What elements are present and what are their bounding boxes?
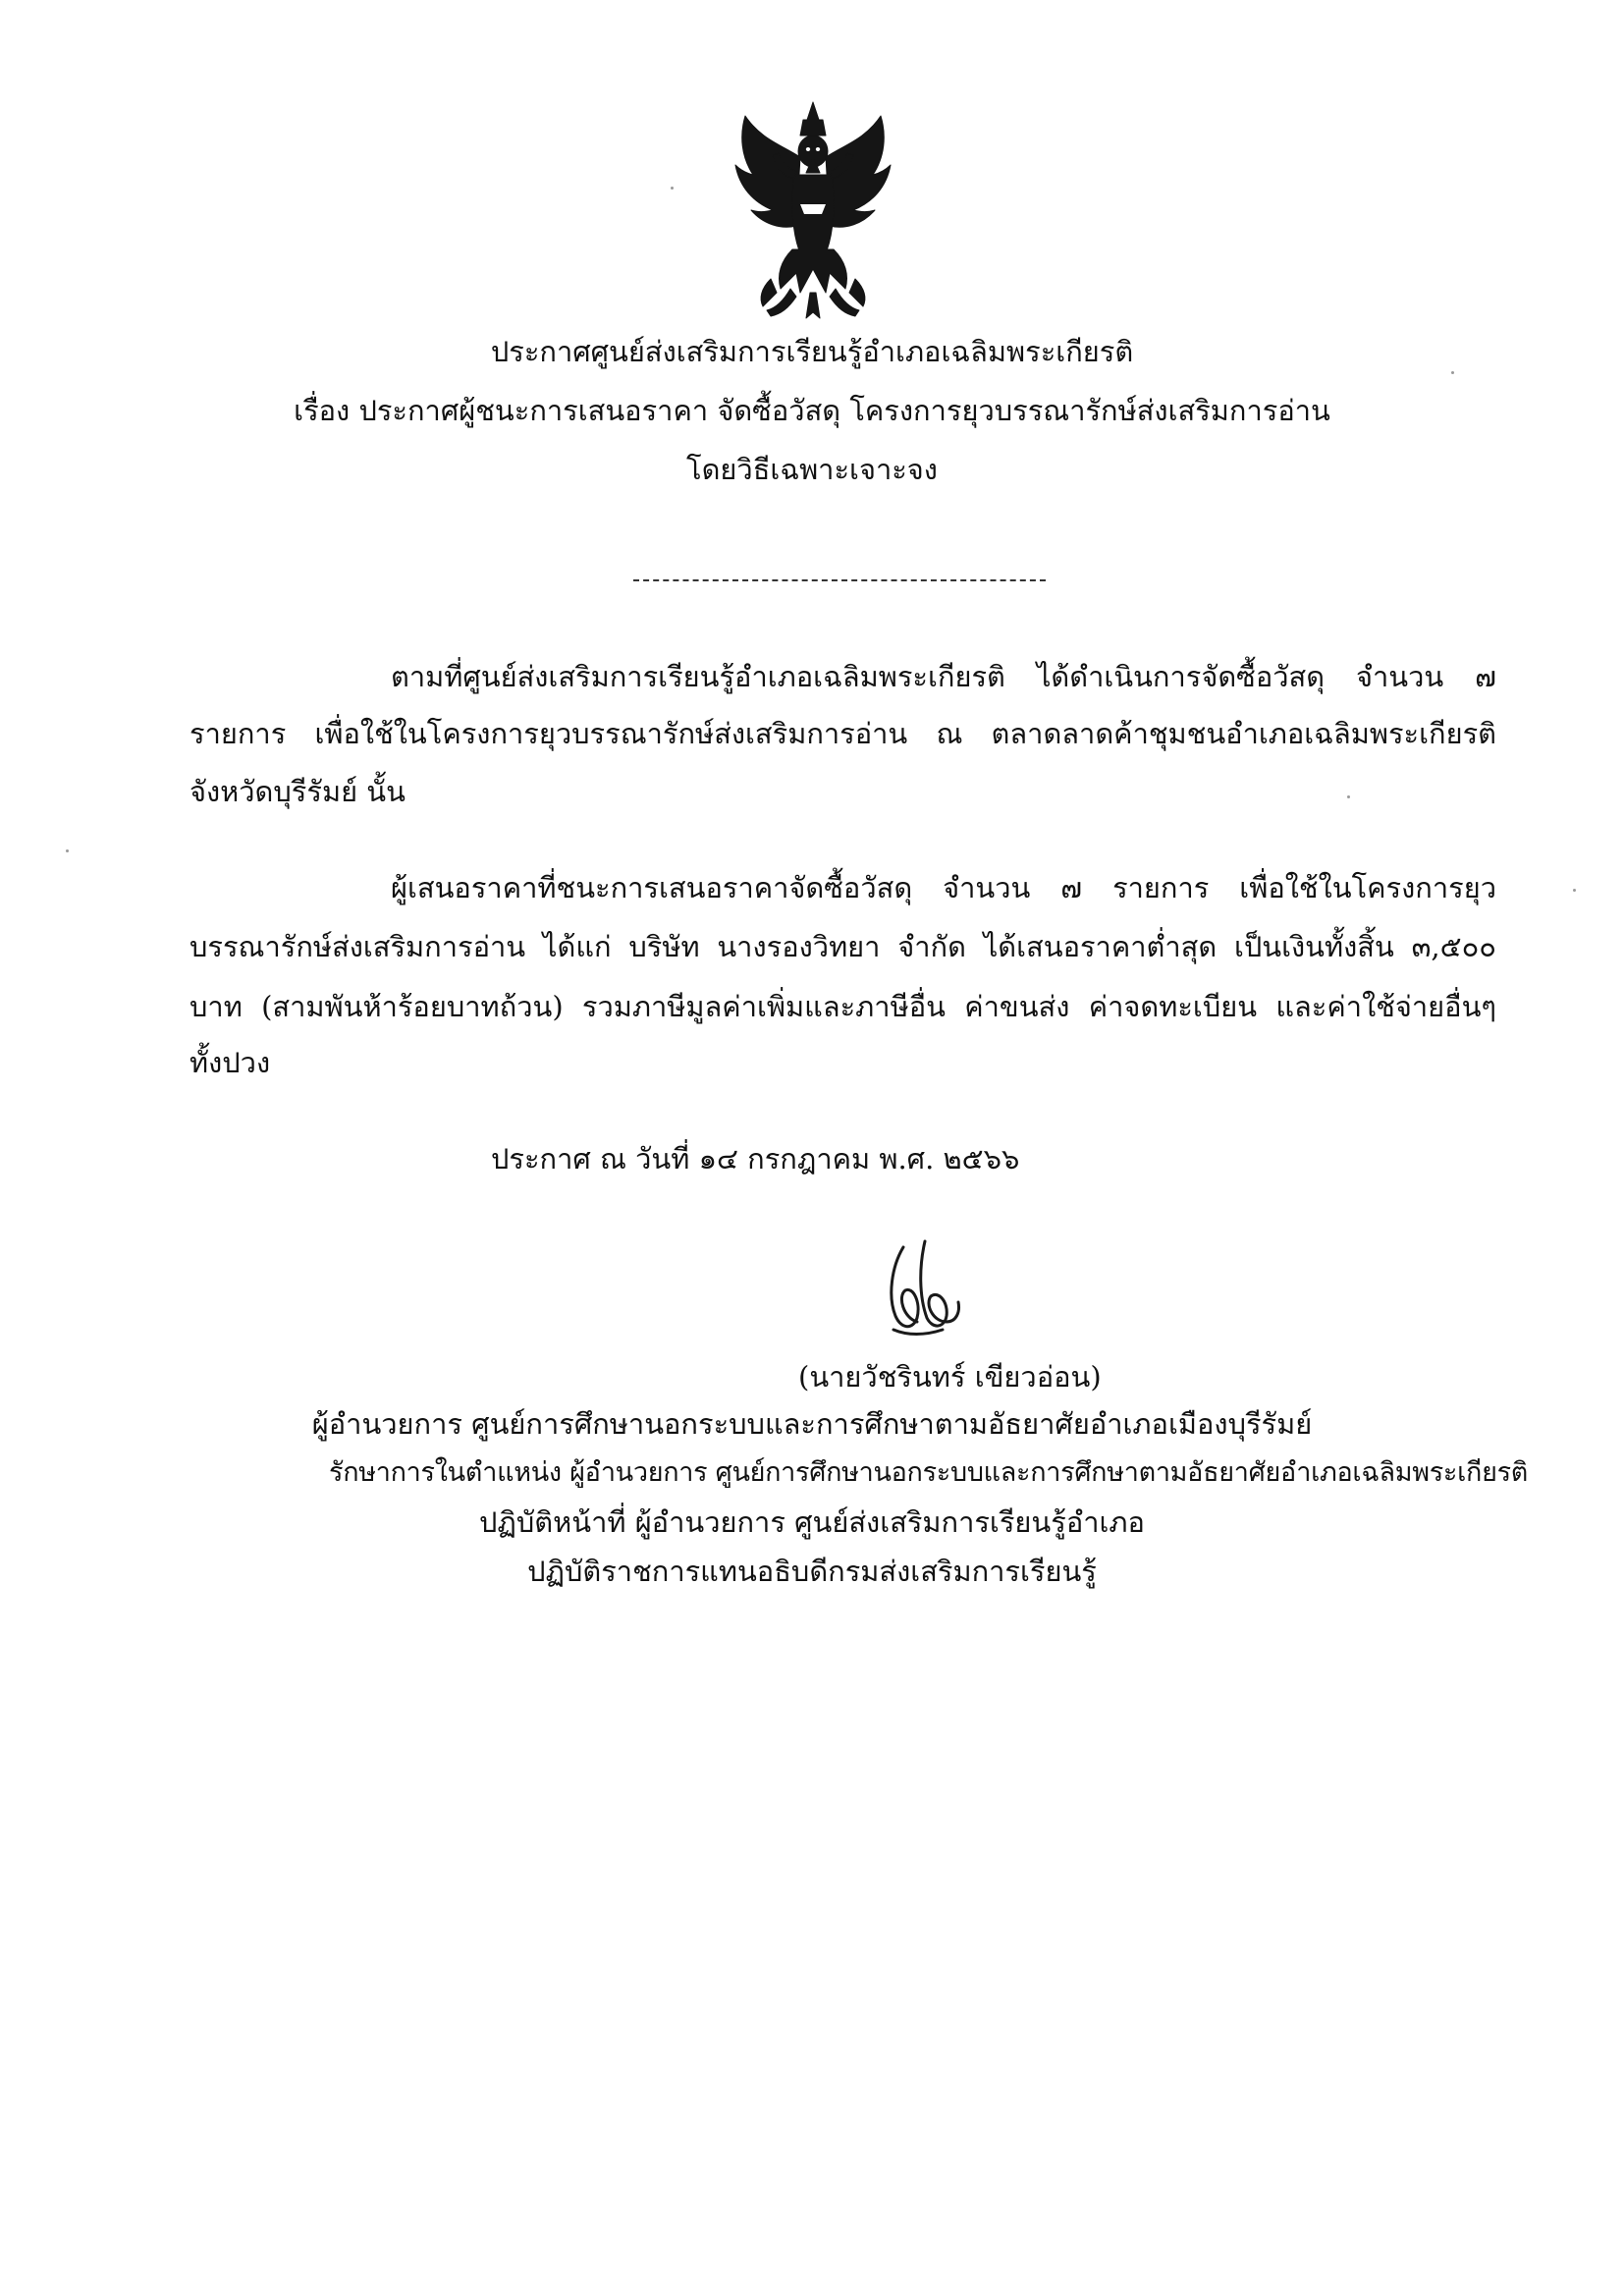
signatory-title-3: ปฏิบัติหน้าที่ ผู้อำนวยการ ศูนย์ส่งเสริมการเรียนรู้อำเภอ [479, 1505, 1145, 1539]
signatory-name: (นายวัชรินทร์ เขียวอ่อน) [798, 1360, 1102, 1394]
header-divider [633, 579, 1046, 581]
paragraph-2-line-2: บรรณารักษ์ส่งเสริมการอ่าน ได้แก่ บริษัท นางรองวิทยา จำกัด ได้เสนอราคาต่ำสุด เป็นเงินทั้งสิ้น ๓,๕๐๐ [189, 930, 1496, 963]
paragraph-1-line-2: รายการ เพื่อใช้ในโครงการยุวบรรณารักษ์ส่งเสริมการอ่าน ณ ตลาดลาดค้าชุมชนอำเภอเฉลิมพระเกียรติ [189, 717, 1496, 750]
announcement-org-title: ประกาศศูนย์ส่งเสริมการเรียนรู้อำเภอเฉลิมพระเกียรติ [490, 335, 1134, 368]
scan-speck [66, 849, 69, 852]
procurement-method: โดยวิธีเฉพาะเจาะจง [686, 453, 938, 486]
signatory-title-1: ผู้อำนวยการ ศูนย์การศึกษานอกระบบและการศึกษาตามอัธยาศัยอำเภอเมืองบุรีรัมย์ [311, 1407, 1313, 1441]
handwritten-signature [874, 1228, 972, 1345]
scan-speck [1573, 889, 1576, 892]
paragraph-2-line-3: บาท (สามพันห้าร้อยบาทถ้วน) รวมภาษีมูลค่าเพิ่มและภาษีอื่น ค่าขนส่ง ค่าจดทะเบียน และค่าใช้จ่ายอื่นๆ [189, 990, 1496, 1023]
announcement-subject: เรื่อง ประกาศผู้ชนะการเสนอราคา จัดซื้อวัสดุ โครงการยุวบรรณารักษ์ส่งเสริมการอ่าน [294, 394, 1330, 427]
paragraph-2-line-4: ทั้งปวง [189, 1046, 271, 1079]
scan-speck [671, 187, 674, 190]
scan-speck [1347, 795, 1350, 798]
signatory-title-4: ปฏิบัติราชการแทนอธิบดีกรมส่งเสริมการเรียนรู้ [527, 1555, 1097, 1588]
paragraph-1-line-3: จังหวัดบุรีรัมย์ นั้น [189, 775, 406, 808]
signatory-title-2: รักษาการในตำแหน่ง ผู้อำนวยการ ศูนย์การศึกษานอกระบบและการศึกษาตามอัธยาศัยอำเภอเฉลิมพระเกียรติ [329, 1457, 1529, 1488]
garuda-emblem-icon [731, 96, 894, 322]
announcement-date: ประกาศ ณ วันที่ ๑๔ กรกฎาคม พ.ศ. ๒๕๖๖ [491, 1142, 1020, 1175]
paragraph-1-line-1: ตามที่ศูนย์ส่งเสริมการเรียนรู้อำเภอเฉลิมพระเกียรติ ได้ดำเนินการจัดซื้อวัสดุ จำนวน ๗ [391, 660, 1496, 693]
scan-speck [1451, 371, 1454, 374]
paragraph-2-line-1: ผู้เสนอราคาที่ชนะการเสนอราคาจัดซื้อวัสดุ จำนวน ๗ รายการ เพื่อใช้ในโครงการยุว [391, 871, 1496, 904]
